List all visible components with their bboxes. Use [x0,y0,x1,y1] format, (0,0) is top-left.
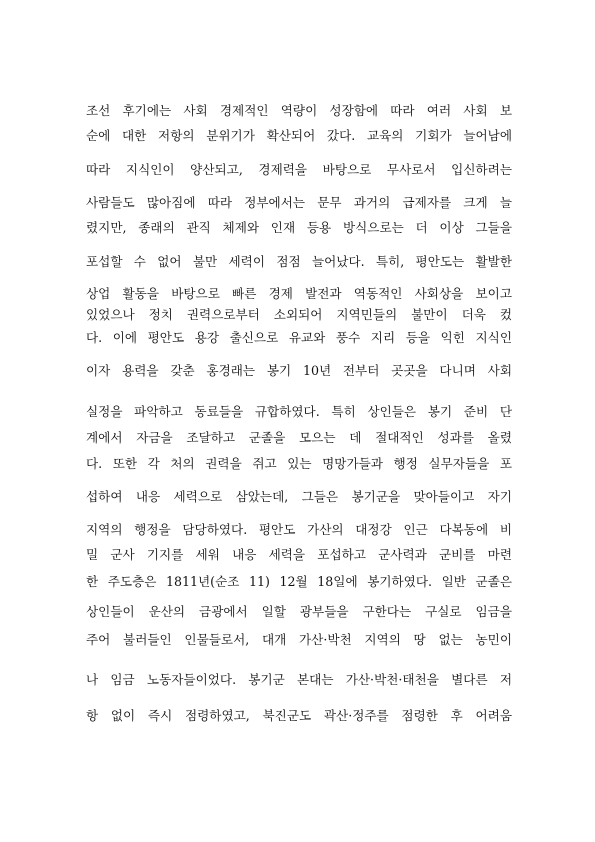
text-line: 섭하여 내응 세력으로 삼았는데, 그들은 봉기군을 맞아들이고 자기 [86,489,512,504]
text-line: 따라 지식인이 양산되고, 경제력을 바탕으로 무사로서 입신하려는 [86,162,512,177]
text-line: 있었으나 정치 권력으로부터 소외되어 지역민들의 불만이 더욱 컸 [86,307,512,322]
text-line: 항 없이 즉시 점령하였고, 북진군도 곽산·정주를 점령한 후 어려움 [86,708,512,723]
text-line: 나 임금 노동자들이었다. 봉기군 본대는 가산·박천·태천을 별다른 저 [86,672,512,687]
text-line: 사람들도 많아짐에 따라 정부에서는 문무 과거의 급제자를 크게 늘 [86,195,512,210]
text-line: 실정을 파악하고 동료들을 규합하였다. 특히 상인들은 봉기 준비 단 [86,404,512,419]
text-line: 밀 군사 기지를 세워 내응 세력을 포섭하고 군사력과 군비를 마련 [86,547,512,562]
text-line: 이자 용력을 갖춘 홍경래는 봉기 10년 전부터 곳곳을 다니며 사회 [86,363,512,378]
text-line: 상업 활동을 바탕으로 빠른 경제 발전과 역동적인 사회상을 보이고 [86,286,512,301]
text-line: 렸지만, 종래의 관직 체제와 인재 등용 방식으로는 더 이상 그들을 [86,220,512,235]
text-line: 다. 이에 평안도 용강 출신으로 유교와 풍수 지리 등을 익힌 지식인 [86,330,512,345]
text-line: 지역의 행정을 담당하였다. 평안도 가산의 대정강 인근 다복동에 비 [86,522,512,537]
text-line: 다. 또한 각 처의 권력을 쥐고 있는 명망가들과 행정 실무자들을 포 [86,456,512,471]
text-line: 포섭할 수 없어 불만 세력이 점점 늘어났다. 특히, 평안도는 활발한 [86,254,512,269]
text-line: 조선 후기에는 사회 경제적인 역량이 성장함에 따라 여러 사회 보 [86,103,512,118]
text-line: 주어 불러들인 인물들로서, 대개 가산·박천 지역의 땅 없는 농민이 [86,632,512,647]
text-line: 한 주도층은 1811년(순조 11) 12월 18일에 봉기하였다. 일반 군졸은 [86,574,512,589]
text-line: 상인들이 운산의 금광에서 일할 광부들을 구한다는 구실로 임금을 [86,604,512,619]
text-line: 계에서 자금을 조달하고 군졸을 모으는 데 절대적인 성과를 올렸 [86,430,512,445]
text-line: 순에 대한 저항의 분위기가 확산되어 갔다. 교육의 기회가 늘어남에 [86,128,512,143]
